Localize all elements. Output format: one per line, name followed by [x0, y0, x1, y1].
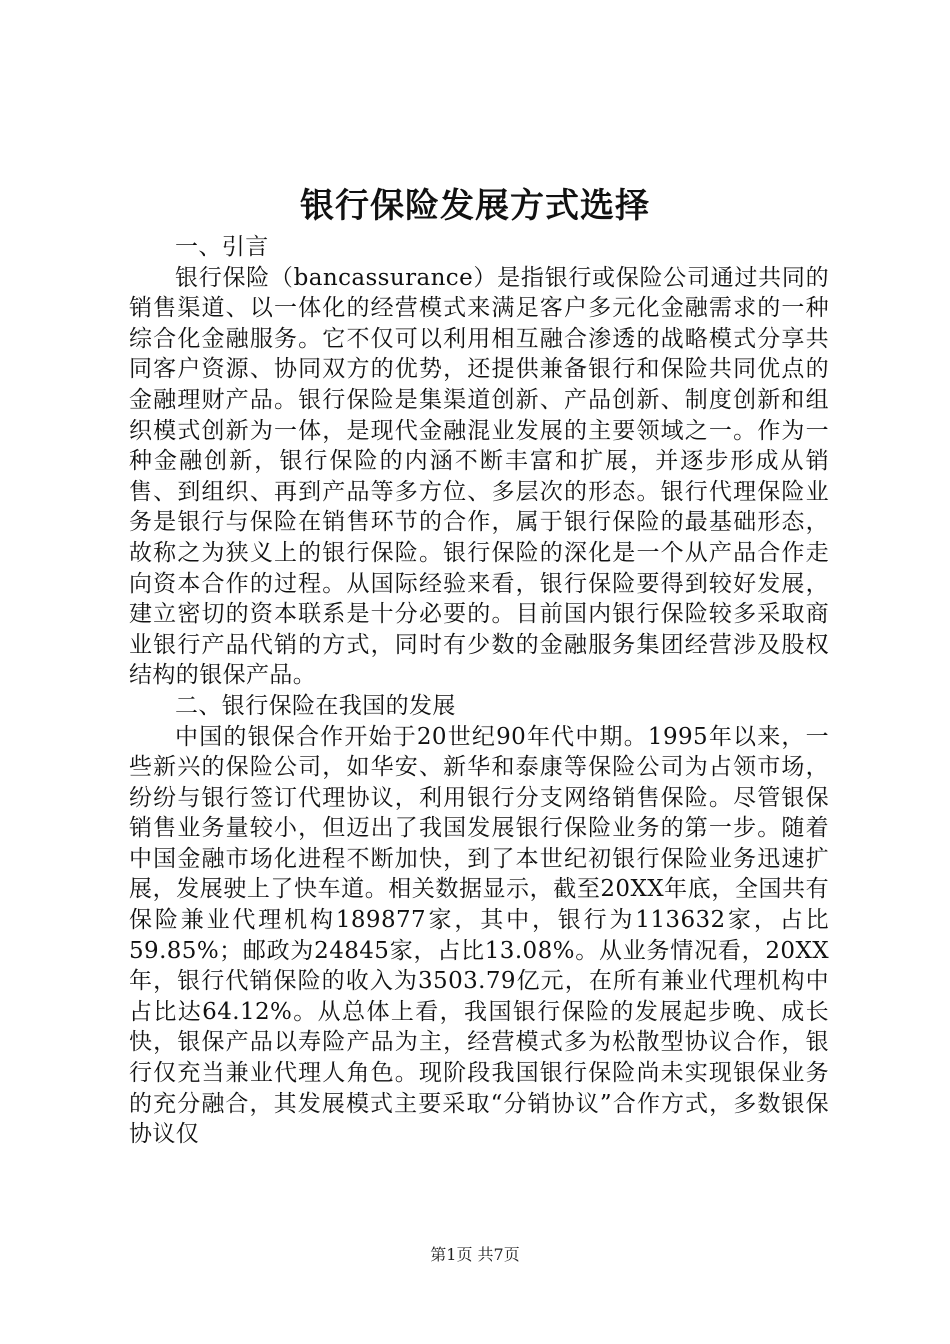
document-title: 银行保险发展方式选择	[300, 186, 650, 226]
section-heading-intro: 一、引言	[175, 234, 269, 260]
paragraph-intro: 银行保险（bancassurance）是指银行或保险公司通过共同的销售渠道、以一体化的经营模式来满足客户多元化金融需求的一种综合化金融服务。它不仅可以利用相互融合渗透的战略模式分享共同客户资源、协同双方的优势，还提供兼备银行和保险共同优点的金融理财产品。银行保险是集渠道创新、产品创新、制度创新和组织模式创新为一体，是现代金融混业发展的主要领域之一。作为一种金融创新，银行保险的内涵不断丰富和扩展，并逐步形成从销售、到组织、再到产品等多方位、多层次的形态。银行代理保险业务是银行与保险在销售环节的合作，属于银行保险的最基础形态，故称之为狭义上的银行保险。银行保险的深化是一个从产品合作走向资本合作的过程。从国际经验来看，银行保险要得到较好发展，建立密切的资本联系是十分必要的。目前国内银行保险较多采取商业银行产品代销的方式，同时有少数的金融服务集团经营涉及股权结构的银保产品。	[129, 264, 829, 689]
paragraph-development: 中国的银保合作开始于20世纪90年代中期。1995年以来，一些新兴的保险公司，如华安、新华和泰康等保险公司为占领市场，纷纷与银行签订代理协议，利用银行分支网络销售保险。尽管银保销售业务量较小，但迈出了我国发展银行保险业务的第一步。随着中国金融市场化进程不断加快，到了本世纪初银行保险业务迅速扩展，发展驶上了快车道。相关数据显示，截至20XX年底，全国共有保险兼业代理机构189877家，其中，银行为113632家，占比59.85%；邮政为24845家，占比13.08%。从业务情况看，20XX年，银行代销保险的收入为3503.79亿元，在所有兼业代理机构中占比达64.12%。从总体上看，我国银行保险的发展起步晚、成长快，银保产品以寿险产品为主，经营模式多为松散型协议合作，银行仅充当兼业代理人角色。现阶段我国银行保险尚未实现银保业务的充分融合，其发展模式主要采取“分销协议”合作方式，多数银保协议仅	[129, 723, 829, 1148]
section-heading-development: 二、银行保险在我国的发展	[175, 692, 456, 719]
page-footer: 第1页 共7页	[430, 1245, 520, 1264]
document-body	[129, 232, 829, 1150]
